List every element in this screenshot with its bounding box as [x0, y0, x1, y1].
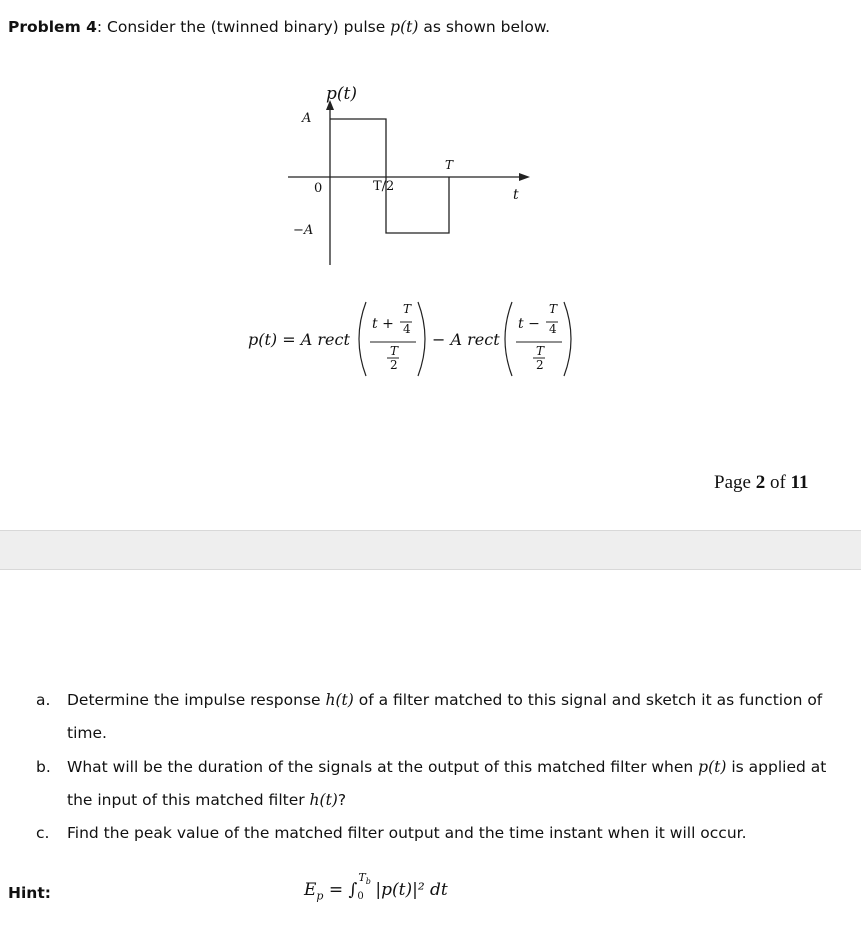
hint-formula-eq: = ∫ [323, 880, 358, 900]
figure-half-period-label: T/2 [373, 179, 395, 194]
question-a-letter: a. [36, 691, 51, 709]
question-a-symbol: h(t) [325, 691, 354, 709]
numerator-2: t − [518, 316, 540, 332]
numerator-1: t + [372, 316, 394, 332]
question-a-text-2: of a filter matched to this signal and sketch it as function of time. [67, 691, 823, 742]
page-footer [714, 472, 808, 494]
page-separator [0, 530, 861, 570]
negative-pulse [386, 177, 449, 233]
question-b-symbol-2: h(t) [309, 791, 338, 809]
question-c-letter: c. [36, 824, 50, 842]
question-b [36, 751, 836, 817]
footer-of-word: of [769, 472, 786, 493]
question-b-text-1: What will be the duration of the signals at the output of this matched filter when [67, 758, 699, 776]
hint-lower-limit: 0 [357, 891, 364, 902]
question-b-text [67, 751, 827, 817]
left-paren-2 [505, 302, 512, 376]
pulse-equation [248, 296, 588, 382]
question-b-text-2: is applied at the input of this matched filter [67, 758, 827, 809]
question-a-text-1: Determine the impulse response [67, 691, 326, 709]
pulse-symbol: p(t) [390, 18, 419, 36]
problem-sentence-end: as shown below. [418, 18, 551, 36]
question-b-symbol-1: p(t) [698, 758, 727, 776]
figure-period-label: T [445, 158, 454, 172]
question-c-text [67, 817, 827, 850]
right-paren-1 [418, 302, 425, 376]
question-c [36, 817, 836, 850]
quarter-num-2: T [549, 302, 558, 316]
half-den-2: 2 [536, 358, 544, 372]
footer-page-word: Page [714, 472, 751, 493]
hint-integrand: |p(t)|² dt [375, 880, 448, 900]
hint-formula [304, 871, 448, 903]
question-c-text-1: Find the peak value of the matched filter output and the time instant when it will occur. [67, 824, 747, 842]
footer-page-number: 2 [755, 472, 766, 493]
problem-label: Problem 4 [8, 18, 97, 36]
left-paren-1 [359, 302, 366, 376]
figure-origin-label: 0 [314, 181, 323, 196]
equation-brackets [354, 296, 664, 382]
positive-pulse [330, 119, 386, 177]
half-num-2: T [536, 344, 545, 358]
figure-x-label: t [513, 187, 519, 203]
question-b-text-3: ? [337, 791, 347, 809]
pulse-figure [0, 0, 861, 300]
question-a-text [67, 684, 827, 750]
question-a [36, 684, 836, 750]
equation-lhs: p(t) = A rect [248, 330, 350, 349]
quarter-den-2: 4 [549, 322, 557, 336]
quarter-num-1: T [403, 302, 412, 316]
figure-amplitude-negative: −A [293, 223, 314, 238]
hint-formula-lhs: E [304, 880, 317, 900]
hint-label: Hint: [8, 884, 51, 902]
hint-formula-sub: p [316, 889, 324, 903]
problem-sentence: : Consider the (twinned binary) pulse [96, 18, 391, 36]
question-b-letter: b. [36, 758, 51, 776]
half-num-1: T [390, 344, 399, 358]
x-axis-arrowhead [519, 173, 530, 181]
footer-total-pages: 11 [790, 472, 809, 493]
hint-upper-limit-sub: b [365, 877, 371, 887]
figure-amplitude-positive: A [302, 111, 312, 126]
right-paren-2 [564, 302, 571, 376]
figure-y-label: p(t) [326, 84, 357, 104]
hint-upper-limit: T [358, 871, 366, 884]
quarter-den-1: 4 [403, 322, 411, 336]
half-den-1: 2 [390, 358, 398, 372]
equation-minus-term: − A rect [432, 330, 500, 349]
